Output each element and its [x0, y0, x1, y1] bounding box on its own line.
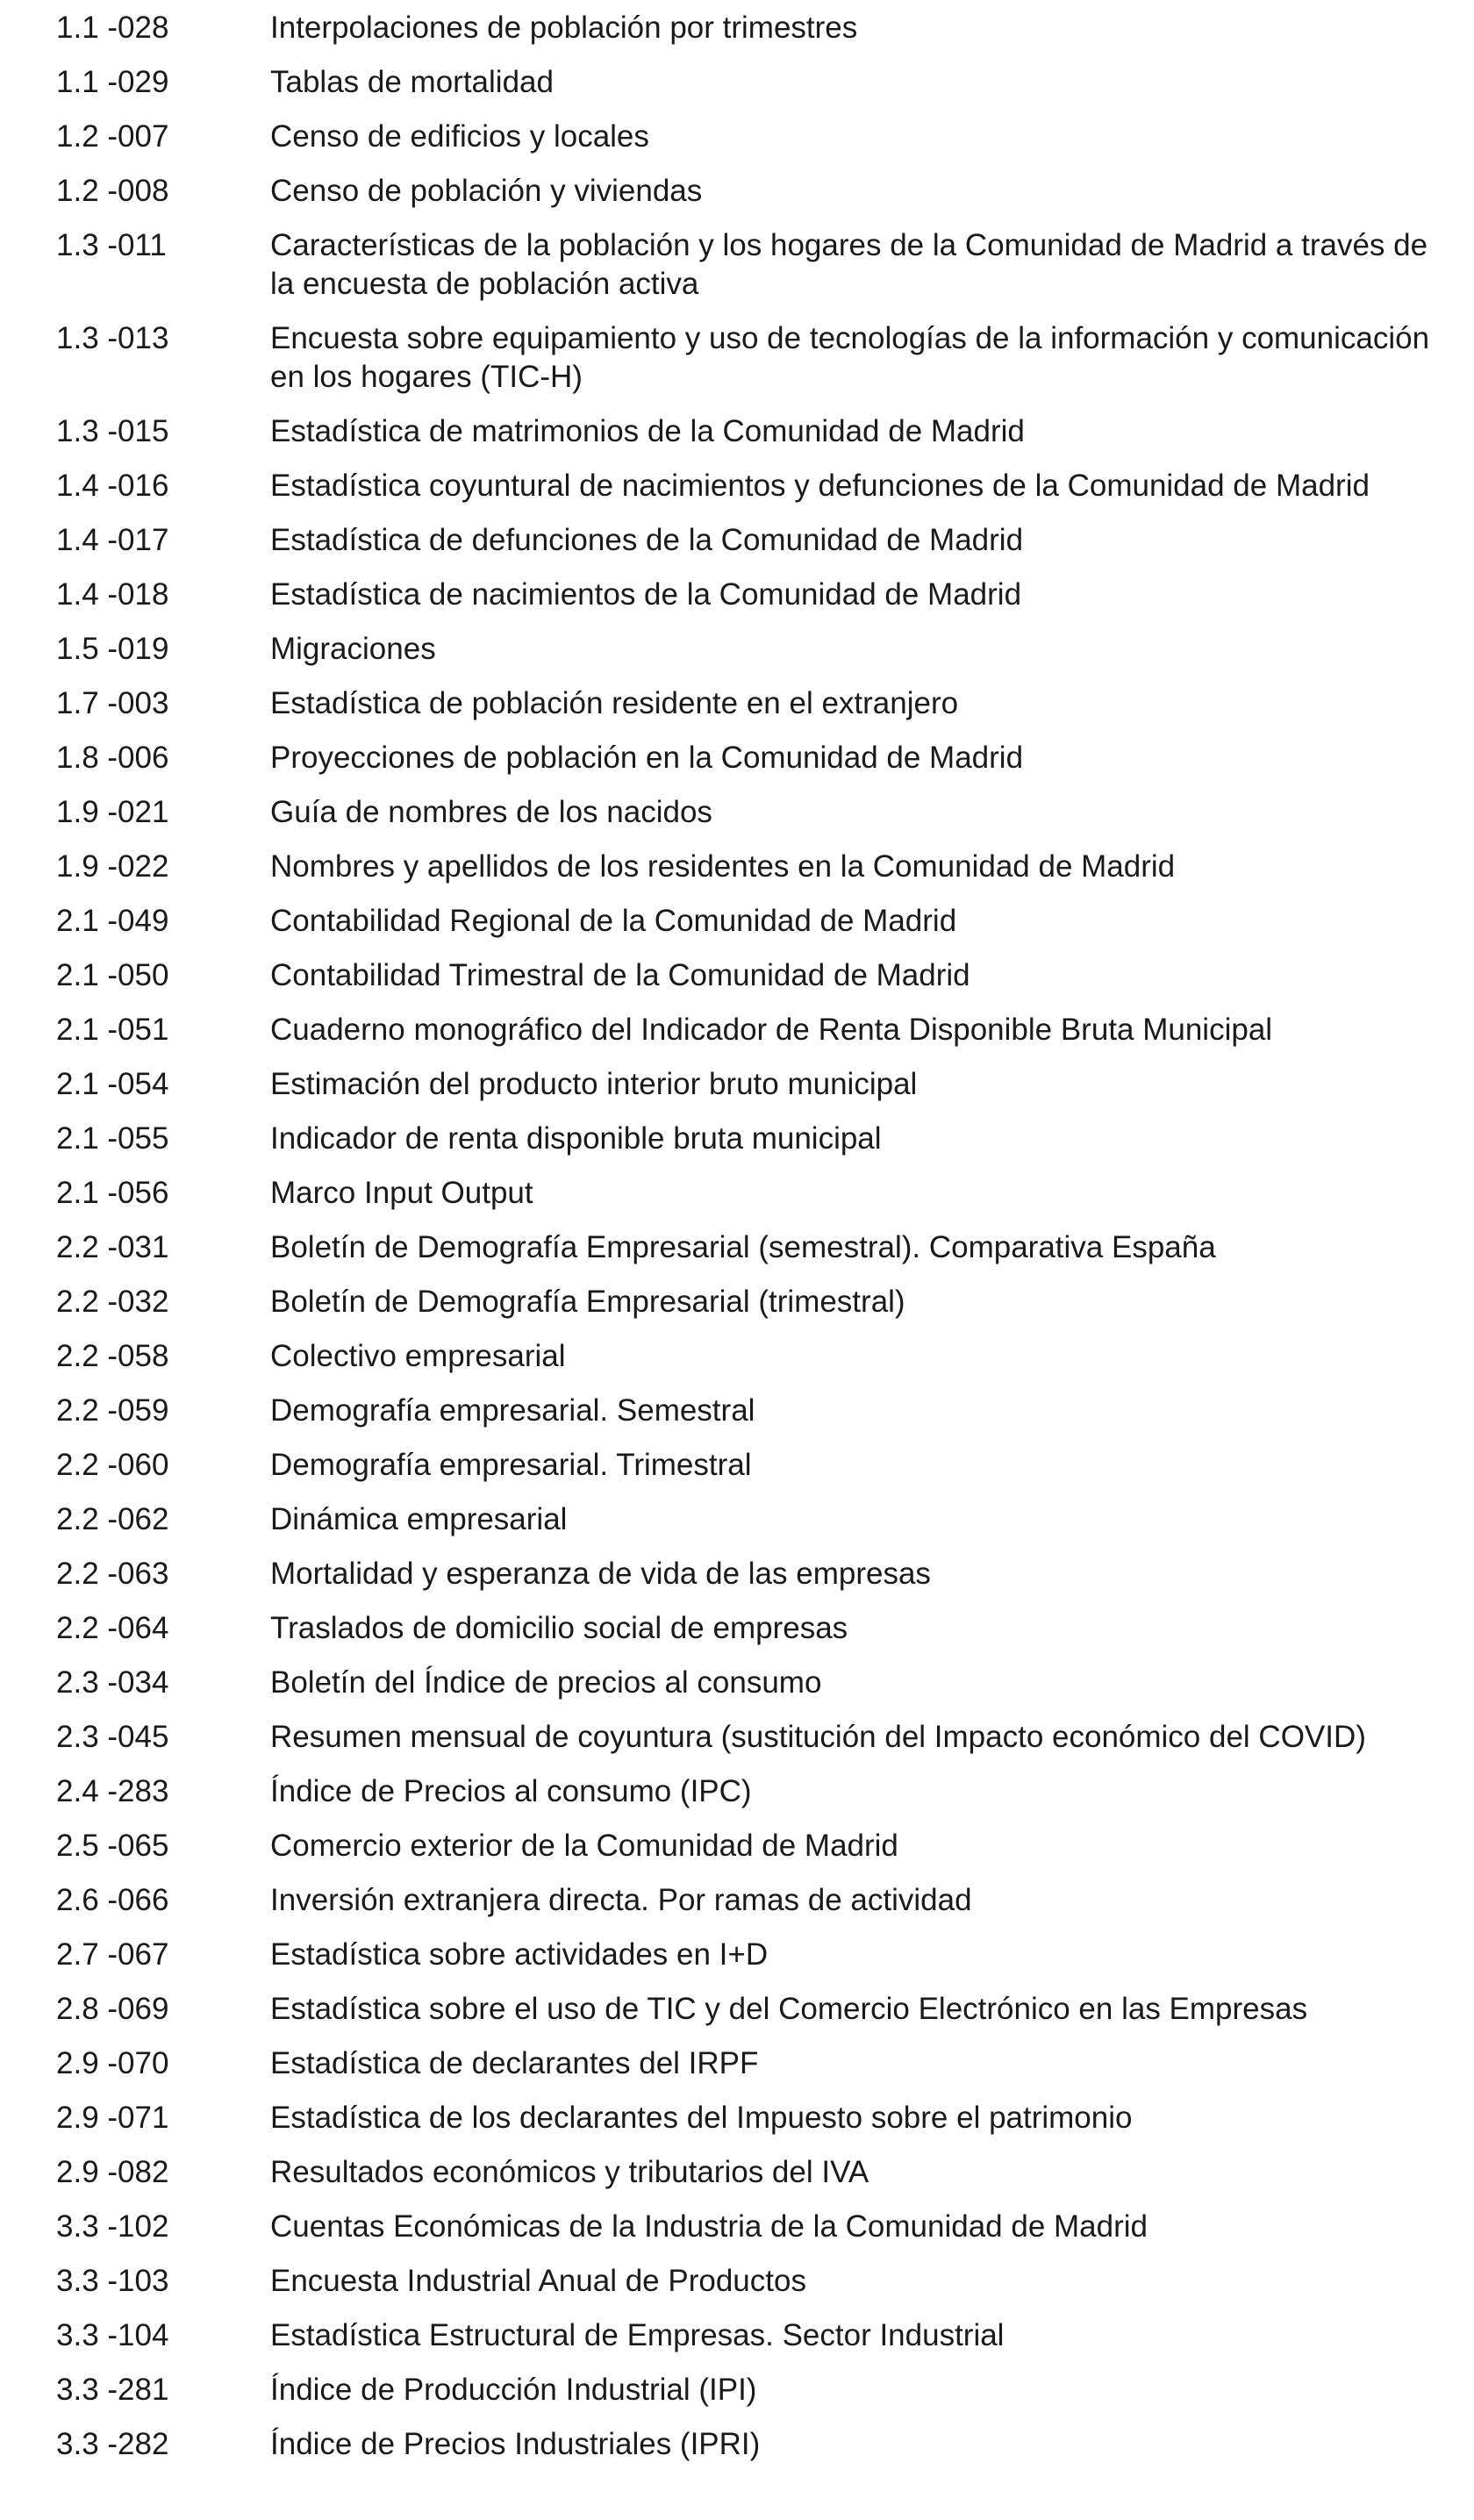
list-item [0, 2425, 1474, 2480]
entry-code: 2.3 -034 [56, 1665, 169, 1700]
list-item [0, 319, 1474, 412]
entry-title: Resumen mensual de coyuntura (sustitución del Impacto económico del COVID) [270, 1720, 1366, 1754]
entry-title: Marco Input Output [270, 1176, 533, 1210]
entry-title: Estadística de matrimonios de la Comunidad de Madrid [270, 414, 1025, 448]
list-item [0, 1772, 1474, 1827]
entry-title: Encuesta sobre equipamiento y uso de tecnologías de la información y comunicación en los hogares (TIC-H) [270, 321, 1430, 394]
entry-code: 3.3 -103 [56, 2264, 169, 2298]
entry-title: Interpolaciones de población por trimestres [270, 11, 858, 45]
entry-title: Estadística de declarantes del IRPF [270, 2046, 759, 2080]
entry-code: 2.1 -054 [56, 1067, 169, 1101]
statistics-list [0, 9, 1474, 2480]
entry-title: Estadística sobre actividades en I+D [270, 1937, 769, 1972]
list-item [0, 1609, 1474, 1664]
entry-title: Traslados de domicilio social de empresas [270, 1611, 848, 1645]
entry-title: Proyecciones de población en la Comunidad de Madrid [270, 741, 1024, 775]
list-item [0, 1011, 1474, 1065]
entry-code: 3.3 -102 [56, 2209, 169, 2244]
entry-title: Dinámica empresarial [270, 1502, 568, 1536]
entry-code: 2.1 -055 [56, 1121, 169, 1156]
entry-code: 1.3 -013 [56, 321, 169, 355]
entry-code: 2.5 -065 [56, 1829, 169, 1863]
list-item [0, 2262, 1474, 2316]
list-item [0, 467, 1474, 521]
list-item [0, 118, 1474, 172]
entry-code: 1.8 -006 [56, 741, 169, 775]
entry-code: 2.2 -062 [56, 1502, 169, 1536]
entry-title: Contabilidad Trimestral de la Comunidad de Madrid [270, 958, 970, 992]
entry-title: Cuentas Económicas de la Industria de la Comunidad de Madrid [270, 2209, 1148, 2244]
list-item [0, 576, 1474, 630]
entry-code: 1.7 -003 [56, 686, 169, 720]
entry-title: Boletín del Índice de precios al consumo [270, 1665, 822, 1700]
entry-title: Inversión extranjera directa. Por ramas de actividad [270, 1883, 972, 1917]
entry-code: 2.2 -060 [56, 1448, 169, 1482]
list-item [0, 1827, 1474, 1881]
list-item [0, 226, 1474, 319]
list-item [0, 1446, 1474, 1500]
entry-code: 3.3 -282 [56, 2427, 169, 2461]
entry-title: Boletín de Demografía Empresarial (semestral). Comparativa España [270, 1230, 1216, 1264]
list-item [0, 2153, 1474, 2208]
list-item [0, 1500, 1474, 1555]
entry-title: Encuesta Industrial Anual de Productos [270, 2264, 806, 2298]
entry-title: Características de la población y los hogares de la Comunidad de Madrid a través de la encuesta de población activa [270, 228, 1428, 301]
entry-code: 1.9 -021 [56, 795, 169, 829]
list-item [0, 1555, 1474, 1609]
list-item [0, 2371, 1474, 2425]
entry-title: Tablas de mortalidad [270, 65, 554, 99]
list-item [0, 1718, 1474, 1772]
list-item [0, 902, 1474, 956]
entry-title: Censo de población y viviendas [270, 174, 703, 208]
entry-code: 2.1 -051 [56, 1013, 169, 1047]
entry-title: Indicador de renta disponible bruta municipal [270, 1121, 882, 1156]
list-item [0, 630, 1474, 684]
entry-code: 2.2 -059 [56, 1393, 169, 1428]
entry-title: Cuaderno monográfico del Indicador de Renta Disponible Bruta Municipal [270, 1013, 1273, 1047]
entry-title: Estadística sobre el uso de TIC y del Comercio Electrónico en las Empresas [270, 1992, 1308, 2026]
entry-code: 2.2 -064 [56, 1611, 169, 1645]
entry-title: Boletín de Demografía Empresarial (trimestral) [270, 1285, 905, 1319]
entry-code: 2.1 -050 [56, 958, 169, 992]
entry-title: Comercio exterior de la Comunidad de Madrid [270, 1829, 898, 1863]
list-item [0, 1283, 1474, 1337]
entry-title: Estadística de defunciones de la Comunidad de Madrid [270, 523, 1024, 557]
entry-code: 2.2 -058 [56, 1339, 169, 1373]
entry-code: 2.2 -032 [56, 1285, 169, 1319]
list-item [0, 1936, 1474, 1990]
entry-code: 2.2 -031 [56, 1230, 169, 1264]
entry-code: 1.1 -028 [56, 11, 169, 45]
list-item [0, 1228, 1474, 1283]
entry-title: Índice de Precios Industriales (IPRI) [270, 2427, 761, 2461]
entry-code: 2.1 -049 [56, 904, 169, 938]
list-item [0, 2208, 1474, 2262]
entry-code: 1.2 -007 [56, 119, 169, 154]
entry-code: 1.4 -016 [56, 469, 169, 503]
list-item [0, 1664, 1474, 1718]
entry-code: 2.4 -283 [56, 1774, 169, 1808]
list-item [0, 172, 1474, 226]
entry-code: 1.2 -008 [56, 174, 169, 208]
entry-code: 3.3 -104 [56, 2318, 169, 2352]
entry-code: 1.4 -018 [56, 577, 169, 612]
entry-title: Migraciones [270, 632, 436, 666]
entry-code: 2.3 -045 [56, 1720, 169, 1754]
entry-title: Censo de edificios y locales [270, 119, 649, 154]
entry-code: 2.9 -071 [56, 2101, 169, 2135]
list-item [0, 412, 1474, 467]
entry-code: 1.3 -015 [56, 414, 169, 448]
entry-title: Guía de nombres de los nacidos [270, 795, 712, 829]
list-item [0, 1174, 1474, 1228]
entry-code: 2.9 -070 [56, 2046, 169, 2080]
entry-title: Mortalidad y esperanza de vida de las empresas [270, 1557, 931, 1591]
list-item [0, 1881, 1474, 1936]
entry-title: Nombres y apellidos de los residentes en la Comunidad de Madrid [270, 849, 1176, 884]
list-item [0, 1392, 1474, 1446]
entry-code: 2.1 -056 [56, 1176, 169, 1210]
list-item [0, 2044, 1474, 2099]
entry-title: Contabilidad Regional de la Comunidad de Madrid [270, 904, 957, 938]
entry-code: 2.7 -067 [56, 1937, 169, 1972]
entry-title: Colectivo empresarial [270, 1339, 566, 1373]
list-item [0, 1337, 1474, 1392]
entry-title: Estadística coyuntural de nacimientos y defunciones de la Comunidad de Madrid [270, 469, 1370, 503]
entry-code: 1.9 -022 [56, 849, 169, 884]
entry-code: 3.3 -281 [56, 2373, 169, 2407]
entry-title: Estadística Estructural de Empresas. Sector Industrial [270, 2318, 1005, 2352]
entry-code: 2.9 -082 [56, 2155, 169, 2189]
entry-title: Estadística de población residente en el extranjero [270, 686, 959, 720]
list-item [0, 63, 1474, 118]
list-item [0, 739, 1474, 793]
entry-title: Estimación del producto interior bruto municipal [270, 1067, 918, 1101]
list-item [0, 848, 1474, 902]
entry-title: Índice de Precios al consumo (IPC) [270, 1774, 752, 1808]
list-item [0, 2099, 1474, 2153]
list-item [0, 1065, 1474, 1120]
list-item [0, 793, 1474, 848]
entry-title: Resultados económicos y tributarios del IVA [270, 2155, 869, 2189]
list-item [0, 684, 1474, 739]
list-item [0, 2316, 1474, 2371]
entry-code: 1.1 -029 [56, 65, 169, 99]
entry-title: Índice de Producción Industrial (IPI) [270, 2373, 757, 2407]
entry-code: 2.6 -066 [56, 1883, 169, 1917]
entry-code: 1.4 -017 [56, 523, 169, 557]
list-item [0, 1990, 1474, 2044]
list-item [0, 521, 1474, 576]
entry-title: Demografía empresarial. Trimestral [270, 1448, 752, 1482]
entry-title: Estadística de nacimientos de la Comunidad de Madrid [270, 577, 1022, 612]
list-item [0, 956, 1474, 1011]
entry-code: 1.5 -019 [56, 632, 169, 666]
list-item [0, 9, 1474, 63]
list-item [0, 1120, 1474, 1174]
entry-title: Demografía empresarial. Semestral [270, 1393, 755, 1428]
entry-code: 2.2 -063 [56, 1557, 169, 1591]
entry-code: 2.8 -069 [56, 1992, 169, 2026]
entry-title: Estadística de los declarantes del Impuesto sobre el patrimonio [270, 2101, 1133, 2135]
entry-code: 1.3 -011 [56, 228, 167, 262]
